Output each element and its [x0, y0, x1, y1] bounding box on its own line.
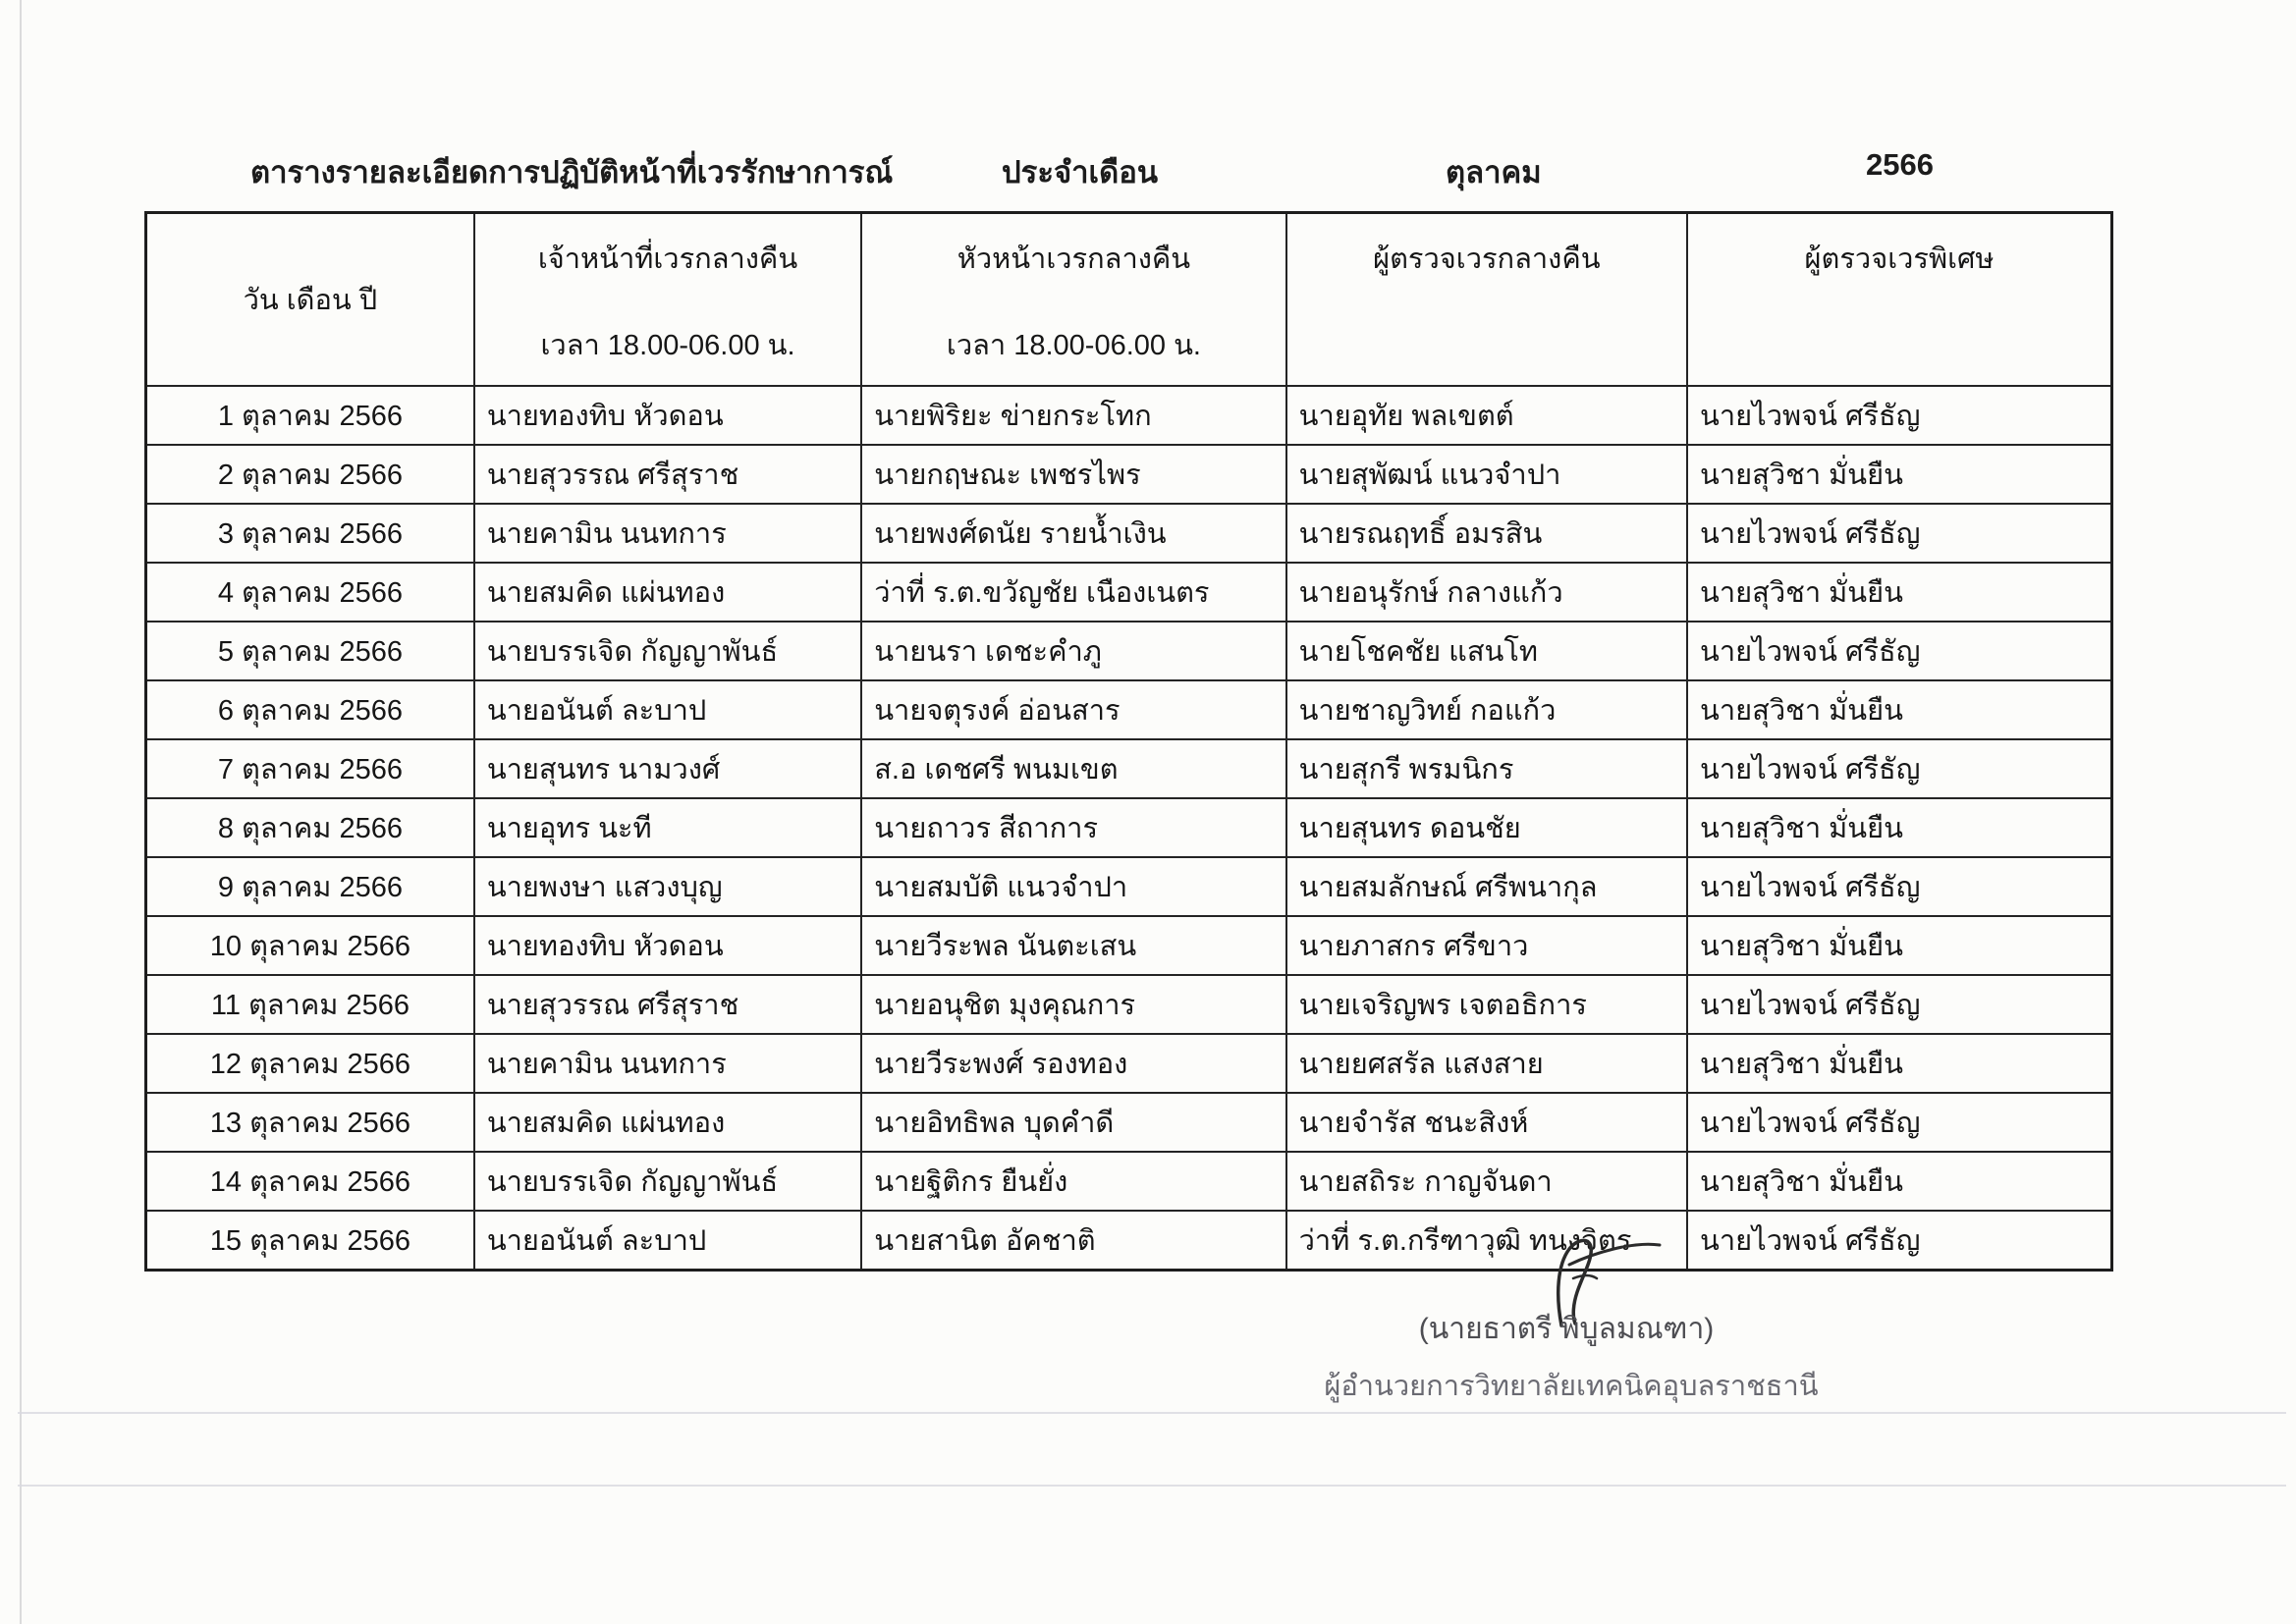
cell-night-chief: นายฐิติกร ยืนยั่ง: [861, 1152, 1285, 1211]
cell-night-inspector: นายจำรัส ชนะสิงห์: [1286, 1093, 1687, 1152]
cell-night-chief: นายจตุรงค์ อ่อนสาร: [861, 680, 1285, 739]
month-value: ตุลาคม: [1446, 155, 1542, 189]
cell-night-chief: นายสานิต อัคชาติ: [861, 1211, 1285, 1271]
signatory-position: ผู้อำนวยการวิทยาลัยเทคนิคอุบลราชธานี: [1324, 1371, 1819, 1402]
table-row: [146, 680, 2112, 739]
cell-date: 12 ตุลาคม 2566: [146, 1034, 474, 1093]
cell-special-inspector: นายไวพจน์ ศรีธัญ: [1687, 739, 2111, 798]
table-row: [146, 975, 2112, 1034]
cell-night-officer: นายสมคิด แผ่นทอง: [474, 563, 861, 622]
cell-night-chief: นายพงศ์ดนัย รายน้ำเงิน: [861, 504, 1285, 563]
year-value: 2566: [1866, 147, 1934, 182]
cell-special-inspector: นายสุวิชา มั่นยืน: [1687, 680, 2111, 739]
cell-special-inspector: นายไวพจน์ ศรีธัญ: [1687, 1211, 2111, 1271]
cell-date: 4 ตุลาคม 2566: [146, 563, 474, 622]
cell-night-officer: นายบรรเจิด กัญญาพันธ์: [474, 1152, 861, 1211]
cell-night-chief: นายกฤษณะ เพชรไพร: [861, 445, 1285, 504]
cell-date: 2 ตุลาคม 2566: [146, 445, 474, 504]
cell-night-chief: นายสมบัติ แนวจำปา: [861, 857, 1285, 916]
table-row: [146, 1093, 2112, 1152]
cell-night-officer: นายอนันต์ ละบาป: [474, 1211, 861, 1271]
cell-night-inspector: นายภาสกร ศรีขาว: [1286, 916, 1687, 975]
cell-night-chief: นายวีระพงศ์ รองทอง: [861, 1034, 1285, 1093]
cell-night-inspector: นายเจริญพร เจตอธิการ: [1286, 975, 1687, 1034]
header-night-inspector: ผู้ตรวจเวรกลางคืน: [1286, 213, 1687, 387]
cell-night-chief: ส.อ เดชศรี พนมเขต: [861, 739, 1285, 798]
cell-date: 10 ตุลาคม 2566: [146, 916, 474, 975]
header-night-officer: เจ้าหน้าที่เวรกลางคืน เวลา 18.00-06.00 น.: [474, 213, 861, 387]
cell-date: 13 ตุลาคม 2566: [146, 1093, 474, 1152]
cell-night-officer: นายทองทิบ หัวดอน: [474, 916, 861, 975]
cell-special-inspector: นายสุวิชา มั่นยืน: [1687, 445, 2111, 504]
cell-date: 11 ตุลาคม 2566: [146, 975, 474, 1034]
cell-date: 3 ตุลาคม 2566: [146, 504, 474, 563]
cell-special-inspector: นายไวพจน์ ศรีธัญ: [1687, 975, 2111, 1034]
table-row: [146, 504, 2112, 563]
cell-night-chief: นายถาวร สีถาการ: [861, 798, 1285, 857]
cell-night-inspector: นายสมลักษณ์ ศรีพนากุล: [1286, 857, 1687, 916]
table-row: [146, 1211, 2112, 1271]
cell-night-chief: นายนรา เดชะคำภู: [861, 622, 1285, 680]
cell-night-officer: นายพงษา แสวงบุญ: [474, 857, 861, 916]
cell-night-officer: นายคามิน นนทการ: [474, 504, 861, 563]
header-row: [146, 213, 2112, 387]
cell-night-inspector: นายชาญวิทย์ กอแก้ว: [1286, 680, 1687, 739]
cell-night-inspector: นายอุทัย พลเขตต์: [1286, 386, 1687, 445]
cell-special-inspector: นายสุวิชา มั่นยืน: [1687, 1034, 2111, 1093]
cell-night-officer: นายอุทร นะที: [474, 798, 861, 857]
signatory-name: (นายธาตรี พิบูลมณฑา): [1418, 1313, 1715, 1345]
cell-special-inspector: นายไวพจน์ ศรีธัญ: [1687, 1093, 2111, 1152]
cell-date: 7 ตุลาคม 2566: [146, 739, 474, 798]
table-row: [146, 1152, 2112, 1211]
cell-special-inspector: นายไวพจน์ ศรีธัญ: [1687, 622, 2111, 680]
table-row: [146, 798, 2112, 857]
cell-night-chief: ว่าที่ ร.ต.ขวัญชัย เนืองเนตร: [861, 563, 1285, 622]
table-row: [146, 622, 2112, 680]
cell-night-inspector: นายรณฤทธิ์ อมรสิน: [1286, 504, 1687, 563]
cell-special-inspector: นายไวพจน์ ศรีธัญ: [1687, 857, 2111, 916]
cell-date: 1 ตุลาคม 2566: [146, 386, 474, 445]
cell-night-inspector: นายโชคชัย แสนโท: [1286, 622, 1687, 680]
scan-artifact-line: [18, 1412, 2286, 1414]
cell-night-officer: นายทองทิบ หัวดอน: [474, 386, 861, 445]
cell-special-inspector: นายไวพจน์ ศรีธัญ: [1687, 504, 2111, 563]
cell-night-officer: นายสมคิด แผ่นทอง: [474, 1093, 861, 1152]
cell-special-inspector: นายสุวิชา มั่นยืน: [1687, 798, 2111, 857]
header-date: วัน เดือน ปี: [146, 213, 474, 387]
duty-roster-table: [144, 211, 2113, 1272]
cell-date: 14 ตุลาคม 2566: [146, 1152, 474, 1211]
cell-night-officer: นายสุวรรณ ศรีสุราช: [474, 445, 861, 504]
cell-night-officer: นายสุวรรณ ศรีสุราช: [474, 975, 861, 1034]
cell-night-inspector: นายยศสรัล แสงสาย: [1286, 1034, 1687, 1093]
table-row: [146, 916, 2112, 975]
document-title: ตารางรายละเอียดการปฏิบัติหน้าที่เวรรักษาการณ์: [250, 155, 894, 189]
cell-special-inspector: นายสุวิชา มั่นยืน: [1687, 916, 2111, 975]
table-row: [146, 1034, 2112, 1093]
cell-date: 6 ตุลาคม 2566: [146, 680, 474, 739]
scan-edge-line: [20, 0, 22, 1624]
cell-night-inspector: นายสุนทร ดอนชัย: [1286, 798, 1687, 857]
table-row: [146, 386, 2112, 445]
header-special-inspector: ผู้ตรวจเวรพิเศษ: [1687, 213, 2111, 387]
scan-artifact-line: [18, 1485, 2286, 1487]
header-night-chief: หัวหน้าเวรกลางคืน เวลา 18.00-06.00 น.: [861, 213, 1285, 387]
cell-night-inspector: นายสุพัฒน์ แนวจำปา: [1286, 445, 1687, 504]
cell-night-inspector: นายอนุรักษ์ กลางแก้ว: [1286, 563, 1687, 622]
cell-night-chief: นายอิทธิพล บุดคำดี: [861, 1093, 1285, 1152]
cell-night-inspector: นายสุกรี พรมนิกร: [1286, 739, 1687, 798]
cell-date: 9 ตุลาคม 2566: [146, 857, 474, 916]
table-row: [146, 739, 2112, 798]
cell-night-officer: นายอนันต์ ละบาป: [474, 680, 861, 739]
cell-date: 15 ตุลาคม 2566: [146, 1211, 474, 1271]
cell-special-inspector: นายสุวิชา มั่นยืน: [1687, 1152, 2111, 1211]
cell-special-inspector: นายสุวิชา มั่นยืน: [1687, 563, 2111, 622]
cell-night-officer: นายบรรเจิด กัญญาพันธ์: [474, 622, 861, 680]
table-row: [146, 563, 2112, 622]
cell-night-chief: นายอนุชิต มุงคุณการ: [861, 975, 1285, 1034]
cell-date: 8 ตุลาคม 2566: [146, 798, 474, 857]
cell-special-inspector: นายไวพจน์ ศรีธัญ: [1687, 386, 2111, 445]
month-label: ประจำเดือน: [1002, 155, 1159, 189]
table-row: [146, 857, 2112, 916]
cell-night-inspector: นายสถิระ กาญจันดา: [1286, 1152, 1687, 1211]
table-row: [146, 445, 2112, 504]
cell-night-chief: นายพิริยะ ข่ายกระโทก: [861, 386, 1285, 445]
cell-night-chief: นายวีระพล นันตะเสน: [861, 916, 1285, 975]
cell-date: 5 ตุลาคม 2566: [146, 622, 474, 680]
cell-night-inspector: ว่าที่ ร.ต.กรีฑาวุฒิ ทนงจิตร: [1286, 1211, 1687, 1271]
cell-night-officer: นายคามิน นนทการ: [474, 1034, 861, 1093]
cell-night-officer: นายสุนทร นามวงศ์: [474, 739, 861, 798]
